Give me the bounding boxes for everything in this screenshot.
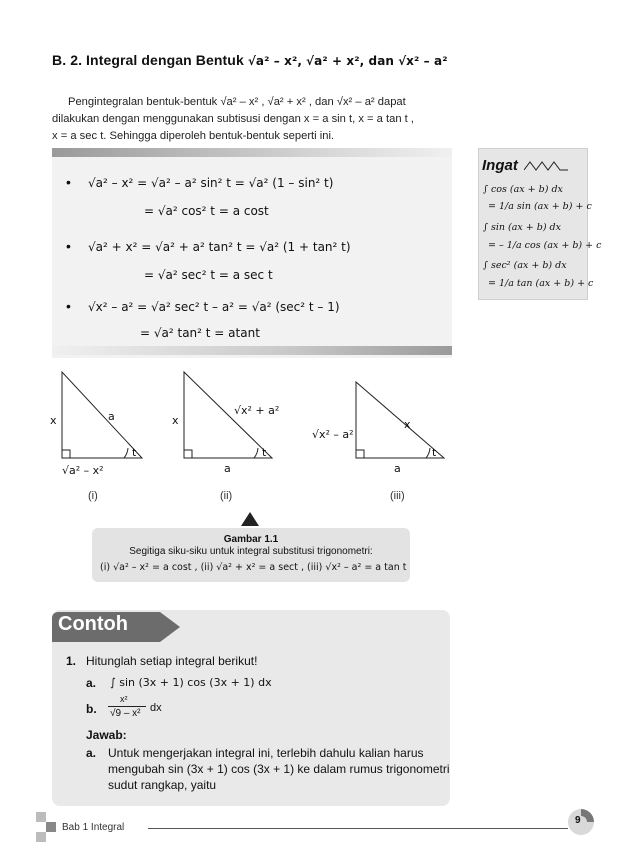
ingat-result-1: = 1/a sin (ax + b) + c [488,201,592,212]
tri2-angle-label: t [262,446,267,459]
tri2-caption: (ii) [220,490,233,502]
formula-2a: √a² + x² = √a² + a² tan² t = √a² (1 + tan² t) [88,240,351,254]
intro-paragraph [52,94,460,145]
sub-b-dx: dx [150,702,162,714]
contoh-arrow-icon [160,612,180,642]
tri2-left-label: x [172,414,179,427]
triangle-i [62,372,142,458]
tri3-bottom-label: a [394,462,401,475]
question-number: 1. [66,654,77,668]
figure-formula: (i) √a² – x² = a cost , (ii) √a² + x² = a sect , (iii) √x² – a² = a tan t [100,562,407,573]
answer-line-3: sudut rangkap, yaitu [108,778,217,792]
tri2-bottom-label: a [224,462,231,475]
intro-line-3: x = a sec t. Sehingga diperoleh bentuk-bentuk seperti ini. [52,130,335,142]
sub-b-denominator: √9 – x² [110,708,141,719]
footer-square-1 [36,812,46,822]
page-number: 9 [575,815,581,826]
contoh-label: Contoh [58,613,128,635]
ingat-result-3: = 1/a tan (ax + b) + c [488,278,594,289]
tri3-caption: (iii) [390,490,405,502]
tri1-left-label: x [50,414,57,427]
ingat-item-3: ∫ sec² (ax + b) dx [483,260,567,271]
formula-3b: = √a² tan² t = atant [140,326,260,340]
footer-square-3 [36,832,46,842]
section-title-text: B. 2. Integral dengan Bentuk [52,52,244,68]
sub-b-numerator: x² [120,694,128,704]
answer-line-1: Untuk mengerjakan integral ini, terlebih dahulu kalian harus [108,746,424,760]
tri1-hyp-label: a [108,410,115,423]
section-title [52,52,448,68]
formula-1a: √a² – x² = √a² – a² sin² t = √a² (1 – sin² t) [88,176,334,190]
ingat-item-2: ∫ sin (ax + b) dx [483,222,561,233]
jawab-label: Jawab: [86,728,127,742]
form-sep-1: , [297,54,303,68]
form-3: √x² – a² [398,54,448,68]
figure-title: Gambar 1.1 [223,534,279,545]
sub-a-integral: ∫ sin (3x + 1) cos (3x + 1) dx [110,676,272,689]
fraction-line [108,706,146,707]
form-2: √a² + x² [306,54,360,68]
formula-3a: √x² – a² = √a² sec² t – a² = √a² (sec² t – 1) [88,300,340,314]
tri1-bottom-label: √a² – x² [62,464,104,477]
page-badge-icon [567,808,595,836]
bullet-3: • [66,298,71,314]
intro-line-1: Pengintegralan bentuk-bentuk √a² – x² , √a² + x² , dan √x² – a² dapat [68,96,406,108]
footer-rule [148,828,568,829]
formula-box-top-bar [52,148,452,157]
footer-chapter: Bab 1 Integral [62,822,125,833]
ingat-result-2: = – 1/a cos (ax + b) + c [488,240,602,251]
form-sep-2: , dan [359,54,395,68]
sub-a-label: a. [86,676,97,690]
question-text: Hitunglah setiap integral berikut! [86,654,258,668]
tri1-caption: (i) [88,490,98,502]
formula-box-bottom-bar [52,346,452,355]
form-1: √a² – x² [247,54,298,68]
ingat-title: Ingat [482,157,518,174]
tri1-angle-label: t [132,446,137,459]
formula-2b: = √a² sec² t = a sec t [144,268,273,282]
intro-line-2: dilakukan dengan menggunakan subtisusi dengan x = a sin t, x = a tan t , [52,113,414,125]
sub-b-label: b. [86,702,97,716]
ingat-item-1: ∫ cos (ax + b) dx [483,184,563,195]
footer-square-2 [46,822,56,832]
caption-pointer-icon [241,512,259,526]
tri2-hyp-label: √x² + a² [234,404,280,417]
answer-line-2: mengubah sin (3x + 1) cos (3x + 1) ke dalam rumus trigonometri [108,762,450,776]
figure-subtitle: Segitiga siku-siku untuk integral substitusi trigonometri: [129,546,373,557]
tri3-left-label: √x² – a² [312,428,354,441]
triangle-iii [356,382,444,458]
zigzag-icon [524,160,568,172]
answer-a-label: a. [86,746,97,760]
formula-1b: = √a² cos² t = a cost [144,204,269,218]
bullet-1: • [66,174,71,190]
tri3-hyp-label: x [404,418,411,431]
bullet-2: • [66,238,71,254]
tri3-angle-label: t [432,446,437,459]
